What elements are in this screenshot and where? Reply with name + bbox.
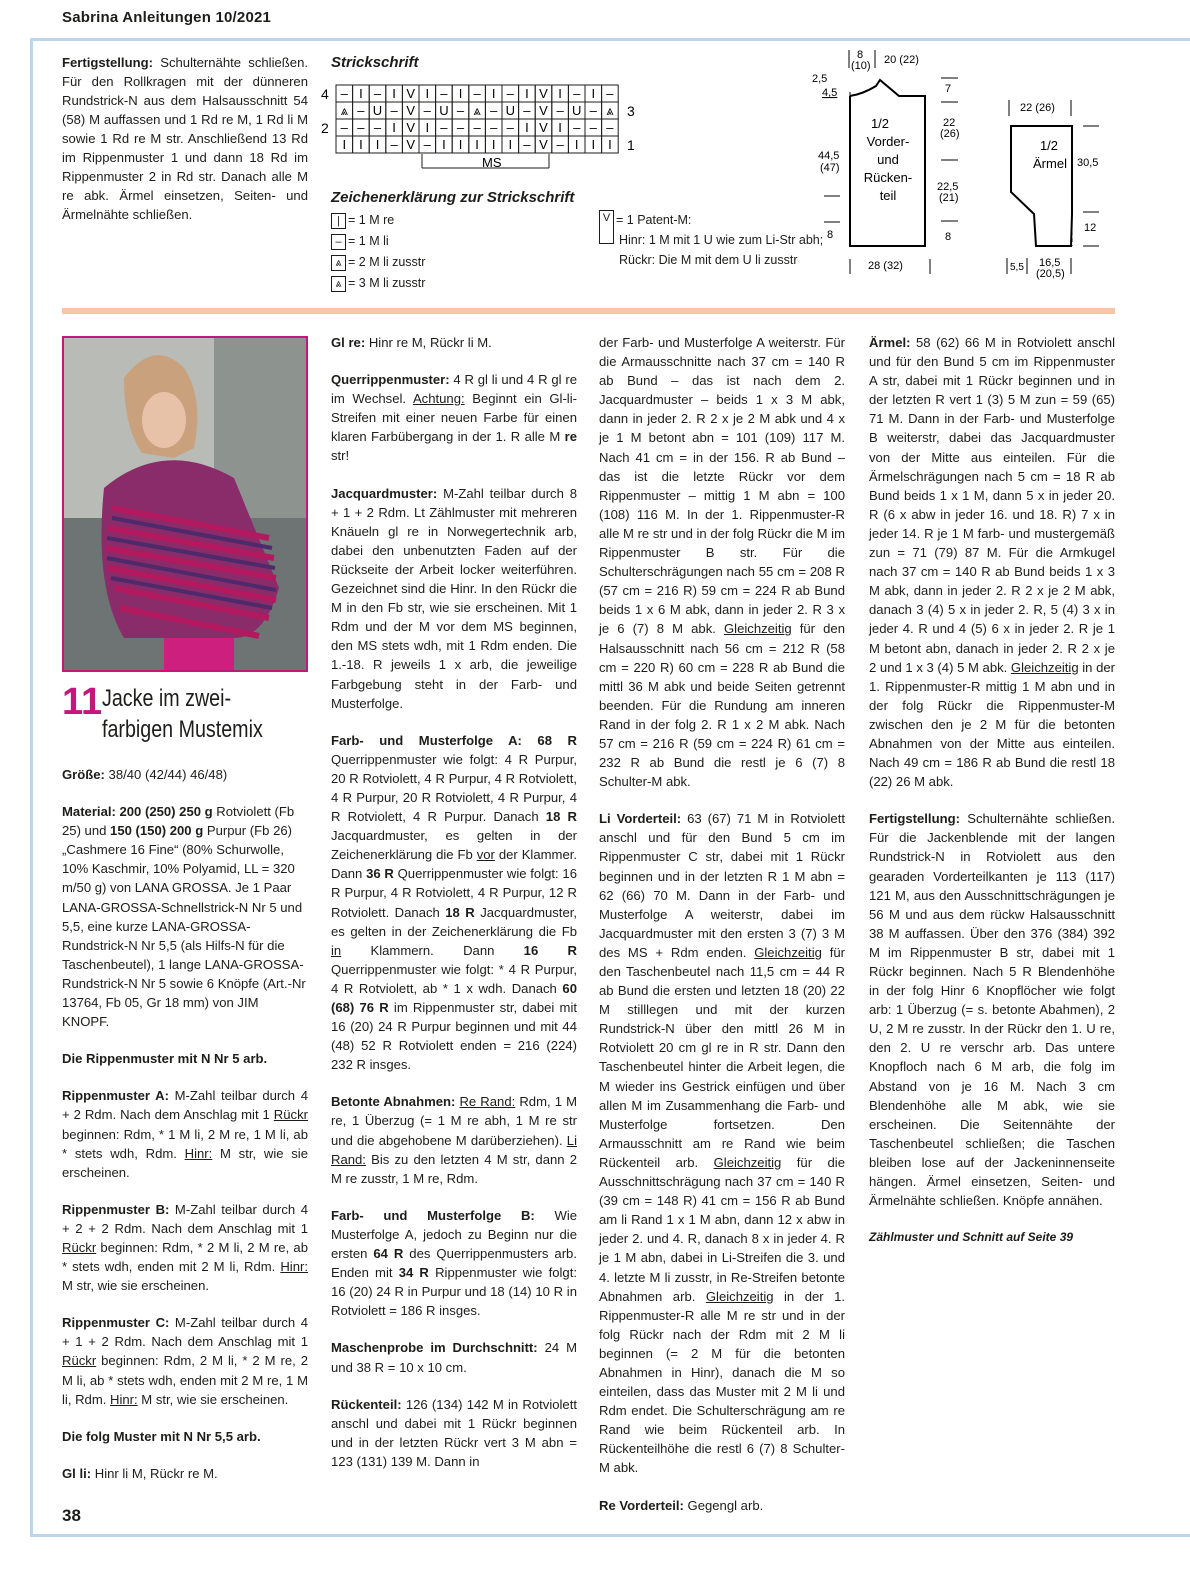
model-photo-illustration [64, 338, 308, 672]
chart-stitch-symbol: – [473, 120, 481, 135]
chart-stitch-symbol: – [390, 103, 398, 118]
legend-label: = 1 M li [348, 234, 389, 248]
dim-right-a: 7 [945, 83, 952, 95]
chart-stitch-symbol: ⩓ [606, 103, 614, 118]
chart-stitch-symbol: I [591, 137, 596, 152]
chart-stitch-symbol: I [425, 120, 430, 135]
paragraph: Re Vorderteil: Gegengl arb. [599, 1497, 764, 1513]
chart-stitch-symbol: – [490, 103, 498, 118]
knitting-chart [314, 80, 644, 180]
paragraph: Maschenprobe im Durchschnitt: 24 M und 38 R = 10 x 10 cm. [331, 1340, 577, 1375]
paragraph: Material: 200 (250) 250 g Rotviolett (Fb 25) und 150 (150) 200 g Purpur (Fb 26) „Cashmere 16 Fine“ (80% Schurwolle, 10% Kaschmir, 10% Polyamid, LL = 320 m/50 g) von LANA GROSSA. Je 1 Paar LANA-GROSSA-Schnellstrick-N Nr 5 und 5,5, eine kurze LANA-GROSSA-Rundstrick-N Nr 5,5 (als Hilfs-N für die Taschenbeutel), 1 lange LANA-GROSSA-Rundstrick-N Nr 5 sowie 6 Knöpfe (Art.-Nr 13764, Fb 05, Gr 18 mm) von JIM KNOPF. [62, 804, 306, 1030]
paragraph: Rippenmuster B: M-Zahl teilbar durch 4 + 2 + 2 Rdm. Nach dem Anschlag mit 1 Rückr beginnen: Rdm, * 2 M li, 2 M re, ab * stets wdh, enden mit 2 M li, Rdm. Hinr: M str, wie sie erscheinen. [62, 1201, 308, 1294]
chart-stitch-symbol: – [440, 120, 448, 135]
dim-right-e: (21) [939, 192, 959, 204]
dim-right-d: 22,5 [937, 181, 959, 193]
legend-title: Zeichenerklärung zur Strickschrift [331, 189, 575, 206]
chart-stitch-symbol: – [456, 120, 465, 135]
chart-stitch-symbol: – [373, 86, 382, 101]
chart-stitch-symbol: – [440, 86, 448, 101]
dim-sleeve-bottom-c: (20,5) [1036, 268, 1065, 280]
chart-stitch-symbol: I [491, 137, 496, 152]
paragraph: Fertigstellung: Schulternähte schließen. Für die Jackenblende mit der langen Rundstrick-N in Rotviolett aus den gearaden Vorderteilkanten je 113 (117) 121 M, aus den Ausschnittschrägungen je 56 M und aus dem rückw Halsausschnitt 38 M auffassen. Über den 376 (384) 392 M im Rippenmuster B str, dabei mit 1 Rückr beginnen. Nach 5 R Blendenhöhe in der folg Hinr 6 Knopflöcher wie folgt arb: 1 Überzug (= s. betonte Abahmen), 2 U, 2 M re zusstr. In der Rückr den 1. U re, den 2. U re verschr arb. Das untere Knopfloch nach 6 M arb, die folg im Abstand von je 16 M. Nach 3 cm Blendenhöhe alle M abk, wie sie erscheinen. Die Seitennähte der Taschenbeutel schließen; die Taschen bleiben lose auf der Jackeninnenseite hängen. Ärmel einsetzen, Seiten- und Ärmelnähte schließen. Knöpfe annähen. [869, 811, 1115, 1209]
paragraph: Li Vorderteil: 63 (67) 71 M in Rotviolett anschl und für den Bund 5 cm im Rippenmuster C str, dabei mit 1 Rückr beginnen und in der letzten R 1 M abn = 62 (66) 70 M. Dann in der Farb- und Musterfolge A weiterstr, dabei im Jacquardmuster mit den ersten 3 (7) 3 M des MS + Rdm enden. Gleichzeitig für den Taschenbeutel nach 11,5 cm = 44 R ab Bund die ersten und letzten 18 (20) 22 M stilllegen und mit der kurzen Rundstrick-N über den mittl 26 M in Rotviolett 20 cm gl re in R str. Dann den Taschenbeutel hinter die Arbeit legen, die M wieder ins Gestrick einfügen und über allen M im Zusammenhang die Farb- und Musterfolge fortsetzen. Den Armausschnitt am re Rand wie beim Rückenteil arb. Gleichzeitig für die Ausschnittschrägung nach 37 cm = 140 R (39 cm = 148 R) 41 cm = 156 R ab Bund am li Rand 1 x 1 M abn, dann 12 x abw in jeder 2. und 4. R, danach 8 x in jeder 4. R je 1 M abn, dabei in Li-Streifen die 3. und 4. letzte M li zusstr, in Re-Streifen betonte Abnahmen arb. Gleichzeitig in der 1. Rippenmuster-R alle M re str und in der folg Rückr nach der Rdm mit 2 M li beginnen (= 2 M für die betonten Abnahmen in Hinr), danach die M so einteilen, dass das Muster mit 2 M li und Rdm endet. Die Schulterschrägung am re Rand wie beim Rückenteil arb. In Rückenteilhöhe die restl 6 (7) 8 Schulter-M abk. [599, 811, 846, 1476]
chart-stitch-symbol: I [392, 120, 396, 135]
chart-stitch-symbol: ⩓ [473, 103, 481, 118]
magazine-header: Sabrina Anleitungen 10/2021 [62, 9, 272, 26]
chart-stitch-symbol: I [359, 86, 363, 101]
dim-neck: 20 (22) [884, 54, 919, 66]
text-column-1 [62, 765, 308, 1483]
purl-symbol-icon: – [331, 234, 346, 250]
chart-stitch-symbol: – [556, 103, 564, 118]
chart-stitch-symbol: V [406, 86, 416, 101]
chart-stitch-symbol: I [491, 86, 496, 101]
schematic-body [808, 44, 973, 280]
piece-label-line: Rücken- [863, 170, 913, 185]
chart-stitch-symbol: U [439, 103, 449, 118]
sleeve-label-line: Ärmel [1033, 156, 1067, 171]
paragraph: Zählmuster und Schnitt auf Seite 39 [869, 1230, 1074, 1245]
article-number: 11 [62, 681, 103, 723]
legend-label: = 1 M re [348, 213, 395, 227]
patent-hinr: Hinr: 1 M mit 1 U wie zum Li-Str abh; [619, 233, 824, 247]
chart-stitch-symbol: U [572, 103, 582, 118]
chart-stitch-symbol: I [525, 120, 529, 135]
chart-stitch-symbol: I [392, 86, 396, 101]
finishing-paragraph [62, 53, 308, 224]
chart-stitch-symbol: I [475, 137, 479, 152]
chart-stitch-symbol: – [523, 103, 531, 118]
chart-stitch-symbol: I [458, 137, 463, 152]
chart-stitch-symbol: – [573, 86, 581, 101]
legend-item-knit [331, 210, 425, 231]
text-column-2 [331, 333, 577, 1471]
chart-stitch-symbol: – [589, 103, 597, 118]
chart-stitch-symbol: V [406, 137, 416, 152]
dim-shoulder-alt: (10) [851, 60, 871, 72]
dim-bottom: 28 (32) [868, 260, 903, 272]
chart-stitch-symbol: – [456, 103, 465, 118]
dim-left-e: 8 [827, 229, 834, 241]
chart-row-label-2: 2 [321, 120, 329, 136]
chart-stitch-symbol: I [442, 137, 446, 152]
paragraph: Betonte Abnahmen: Re Rand: Rdm, 1 M re, 1 Überzug (= 1 M re abh, 1 M re str und die abgehobene M darüberziehen). Li Rand: Bis zu den letzten 4 M str, dann 2 M re zusstr, 1 M re, Rdm. [331, 1094, 578, 1186]
paragraph: Jacquardmuster: M-Zahl teilbar durch 8 + 1 + 2 Rdm. Lt Zählmuster mit mehreren Knäueln gl re in Norwegertechnik arb, dabei den unbenutzten Faden auf der Rückseite der Arbeit locker weiterführen. Gezeichnet sind die Hinr. In den Rückr die M in den Fb str, wie sie erscheinen. Mit 1 Rdm und der M vor dem MS beginnen, den MS stets wdh, mit 1 Rdm enden. Die 1.-18. R jeweils 1 x arb, die jeweilige Farbgebung steht in der Farb- und Musterfolge. [331, 485, 577, 711]
chart-stitch-symbol: – [573, 120, 581, 135]
ms-label: MS [482, 155, 502, 170]
model-photo [62, 336, 308, 672]
dim-left-b: 4,5 [822, 87, 838, 99]
patent-rueckr: Rückr: Die M mit dem U li zusstr [619, 253, 798, 267]
chart-stitch-symbol: – [606, 86, 614, 101]
article-title [102, 683, 299, 745]
chart-stitch-symbol: V [539, 86, 548, 101]
text-column-4 [869, 333, 1115, 1247]
finishing-label: Fertigstellung: [62, 55, 153, 70]
chart-stitch-symbol: U [372, 103, 383, 118]
dim-right-b: 22 [943, 117, 956, 129]
chart-stitch-symbol: – [556, 137, 564, 152]
article-title-line: Jacke im zwei- [102, 685, 232, 712]
legend-label: = 3 M li zusstr [348, 276, 426, 290]
chart-row-label-1: 1 [627, 137, 635, 153]
legend-item-dec3 [331, 273, 425, 294]
paragraph: der Farb- und Musterfolge A weiterstr. Für die Armausschnitte nach 37 cm = 140 R ab Bund – das ist nach dem 2. Jacquardmuster – beids 1 x 3 M abk, dann in jeder 2. R 2 x je 2 M abk und 4 x je 1 M betont abn = 101 (109) 117 M. Nach 41 cm = in der 156. R ab Bund – das ist die letzte Rückr vor dem Rippenmuster – mittig 1 M abn = 100 (108) 116 M. In der 1. Rippenmuster-R alle M re str und in der folg Rückr die M im Rippenmuster B str. Für die Schulterschrägungen nach 55 cm = 208 R (57 cm = 216 R) 59 cm = 224 R ab Bund beids 1 x 6 M abk, dann in jeder 2. R 3 x je 6 (7) 8 M abk. Gleichzeitig für den Halsausschnitt nach 56 cm = 212 R (58 cm = 220 R) 60 cm = 228 R ab Bund die mittl 36 M abk und beide Seiten getrennt beenden. Für die Rundung am inneren Rand in der folg 2. R 1 x 2 M abk. Nach 57 cm = 216 R (59 cm = 224 R) 61 cm = 232 R ab Bund die restl je 6 (7) 8 Schulter-M abk. [599, 335, 845, 790]
chart-stitch-symbol: I [558, 86, 562, 101]
chart-grid [336, 85, 618, 153]
section-divider [62, 308, 1115, 314]
schematic-sleeve [1003, 96, 1115, 282]
frame-top [30, 38, 1190, 41]
chart-stitch-symbol: I [525, 86, 529, 101]
chart-stitch-symbol: V [539, 103, 548, 118]
dim-sleeve-bottom-a: 5,5 [1010, 262, 1024, 273]
legend-item-purl [331, 231, 425, 252]
legend-list [331, 210, 425, 294]
chart-stitch-symbol: – [340, 86, 348, 101]
text-column-3 [599, 333, 845, 1515]
piece-label-line: und [877, 152, 899, 167]
chart-stitch-symbol: I [425, 86, 430, 101]
piece-label-line: 1/2 [870, 116, 890, 131]
dim-right-c: (26) [940, 128, 960, 140]
legend-patent [599, 210, 823, 270]
chart-stitch-symbol: – [506, 86, 514, 101]
chart-stitch-symbol: I [591, 86, 596, 101]
chart-stitch-symbol: – [357, 120, 365, 135]
paragraph: Größe: 38/40 (42/44) 46/48) [62, 767, 228, 782]
sleeve-label-line: 1/2 [1039, 138, 1059, 153]
dim-sleeve-right: 30,5 [1077, 157, 1099, 169]
chart-stitch-symbol: V [406, 103, 416, 118]
chart-stitch-symbol: – [423, 137, 431, 152]
chart-stitch-symbol: U [505, 103, 515, 118]
finishing-text: Schulternähte schließen. Für den Rollkragen mit der dünneren Rundstrick-N aus dem Halsausschnitt 54 (58) M auffassen und 1 Rd re M, 1 Rd li M sowie 1 Rd re M str. Anschließend 13 Rd im Rippenmuster 1 und dann 18 Rd im Rippenmuster 2 in Rd str. Danach alle M re abk. Ärmel einsetzen, Seiten- und Ärmelnähte schließen. [62, 55, 308, 222]
chart-stitch-symbol: I [508, 137, 513, 152]
paragraph: Gl re: Hinr re M, Rückr li M. [331, 335, 492, 350]
chart-stitch-symbol: – [357, 103, 365, 118]
chart-stitch-symbol: – [506, 120, 514, 135]
chart-stitch-symbol: V [539, 120, 548, 135]
dim-sleeve-cuff: 12 [1084, 222, 1097, 234]
chart-stitch-symbol: – [423, 103, 431, 118]
chart-stitch-symbol: I [359, 137, 363, 152]
paragraph: Rippenmuster C: M-Zahl teilbar durch 4 + 1 + 2 Rdm. Nach dem Anschlag mit 1 Rückr beginnen: Rdm, 2 M li, * 2 M re, 2 M li, ab * stets wdh, enden mit 2 M re, 1 M li, Rdm. Hinr: M str, wie sie erscheinen. [62, 1315, 308, 1407]
legend-item-dec2 [331, 252, 425, 273]
frame-bottom [30, 1534, 1190, 1537]
paragraph: Die folg Muster mit N Nr 5,5 arb. [62, 1428, 261, 1444]
chart-stitch-symbol: – [490, 120, 498, 135]
dim-left-a: 2,5 [812, 73, 828, 85]
chart-stitch-symbol: – [523, 137, 531, 152]
dim-right-f: 8 [945, 231, 952, 243]
dim-shoulder: 8 [857, 49, 864, 61]
paragraph: Die Rippenmuster mit N Nr 5 arb. [62, 1051, 268, 1067]
knit-symbol-icon: | [331, 213, 346, 229]
chart-title: Strickschrift [331, 54, 419, 71]
legend-item-patent [599, 210, 823, 230]
piece-label-line: teil [879, 188, 897, 203]
chart-stitch-symbol: I [558, 120, 562, 135]
patent-stitch-icon: V [599, 210, 614, 244]
article-title-line: farbigen Mustemix [102, 716, 263, 743]
legend-label: = 1 Patent-M: [616, 213, 692, 227]
chart-stitch-symbol: ⩓ [340, 103, 348, 118]
paragraph: Farb- und Musterfolge A: 68 R Querrippenmuster wie folgt: 4 R Purpur, 20 R Rotviolett, 4 R Purpur, 4 R Rotviolett, 4 R Purpur, 20 R Rotviolett, 4 R Purpur, 4 R Rotviolett, 4 R Purpur. Danach 18 R Jacquardmuster, es gelten in der Zeichenerklärung die Fb vor der Klammer. Dann 36 R Querrippenmuster wie folgt: 16 R Purpur, 4 R Rotviolett, 4 R Purpur, 12 R Rotviolett. Danach 18 R Jacquardmuster, es gelten in der Zeichenerklärung die Fb in Klammern. Dann 16 R Querrippenmuster wie folgt: * 4 R Purpur, 4 R Rotviolett, ab * 1 x wdh. Danach 60 (68) 76 R im Rippenmuster str, dabei mit 16 (20) 24 R Purpur beginnen und mit 44 (48) 52 R Rotviolett enden = 216 (224) 232 R insges. [331, 732, 577, 1073]
dim-left-d: (47) [820, 162, 840, 174]
chart-stitch-symbol: I [608, 137, 612, 152]
chart-stitch-symbol: – [606, 120, 614, 135]
chart-stitch-symbol: V [406, 120, 416, 135]
piece-label-line: Vorder- [866, 134, 910, 149]
chart-row-label-3: 3 [627, 103, 635, 119]
paragraph: Ärmel: 58 (62) 66 M in Rotviolett anschl und für den Bund 5 cm im Rippenmuster A str, dabei mit 1 Rückr beginnen und in der letzten R vert 1 (3) 5 M zun = 59 (65) 71 M. Dann in der Farb- und Musterfolge B weiterstr, dabei das Jacquardmuster von der Mitte aus einteilen. Für die Ärmelschrägungen nach 5 cm = 18 R ab Bund beids 1 x 1 M, dann 5 x in jeder 20. R (6 x abw in jeder 16. und 18. R) 7 x in jeder 14. R je 1 M farb- und mustergemäß zun = 71 (79) 87 M. Für die Armkugel nach 37 cm = 140 R ab Bund beids 1 x 3 M abk, dann in jeder 2. R 2 x je 2 M abk, danach 3 (4) 5 x in jeder 2. R, 5 (4) 3 x in jeder 4. R und 4 (5) 6 x in jeder 2. R je 1 M betont abn, danach in jeder 2. R 2 x je 2 und 1 x 3 (4) 5 M abk. Gleichzeitig in der 1. Rippenmuster-R mittig 1 M abn und in der folg Rückr die Rippenmuster-M zwischen den je 2 M für die betonten Abnahmen von der Mitte aus einteilen. Nach 49 cm = 186 R ab Bund die restl 18 (22) 26 M abk. [869, 335, 1116, 790]
purl-three-together-icon: ⩓ [331, 276, 346, 292]
chart-stitch-symbol: – [373, 120, 382, 135]
chart-stitch-symbol: – [390, 137, 398, 152]
dim-sleeve-bottom-b: 16,5 [1039, 257, 1061, 269]
frame-left [30, 38, 33, 1537]
paragraph: Querrippenmuster: 4 R gl li und 4 R gl re im Wechsel. Achtung: Beginnt ein Gl-li-Streifen mit einer neuen Farbe für einen klaren Farbübergang in der 1. R alle M re str! [331, 372, 577, 464]
chart-row-label-4: 4 [321, 86, 329, 102]
chart-stitch-symbol: – [589, 120, 597, 135]
paragraph: Gl li: Hinr li M, Rückr re M. [62, 1465, 218, 1481]
legend-label: = 2 M li zusstr [348, 255, 426, 269]
dim-left-c: 44,5 [818, 150, 840, 162]
page-number: 38 [62, 1506, 81, 1525]
chart-stitch-symbol: V [539, 137, 548, 152]
paragraph: Rippenmuster A: M-Zahl teilbar durch 4 + 2 Rdm. Nach dem Anschlag mit 1 Rückr beginnen: Rdm, * 1 M li, 2 M re, 1 M li, ab * stets wdh, Rdm. Hinr: M str, wie sie erscheinen. [62, 1088, 308, 1180]
chart-stitch-symbol: – [340, 120, 348, 135]
chart-stitch-symbol: I [342, 137, 347, 152]
purl-two-together-icon: ⩓ [331, 255, 346, 271]
chart-stitch-symbol: I [375, 137, 380, 152]
chart-stitch-symbol: I [458, 86, 463, 101]
paragraph: Farb- und Musterfolge B: Wie Musterfolge A, jedoch zu Beginn nur die ersten 64 R des Querrippenmusters arb. Enden mit 34 R Rippenmuster wie folgt: 16 (20) 24 R in Purpur und 18 (14) 10 R in Rotviolett = 186 R insges. [331, 1207, 578, 1319]
chart-stitch-symbol: I [574, 137, 579, 152]
chart-stitch-symbol: – [473, 86, 481, 101]
paragraph: Rückenteil: 126 (134) 142 M in Rotviolett anschl und dabei mit 1 Rückr beginnen und in der letzten Rückr vert 3 M abn = 123 (131) 139 M. Dann in [331, 1396, 577, 1469]
dim-sleeve-top: 22 (26) [1020, 102, 1055, 114]
